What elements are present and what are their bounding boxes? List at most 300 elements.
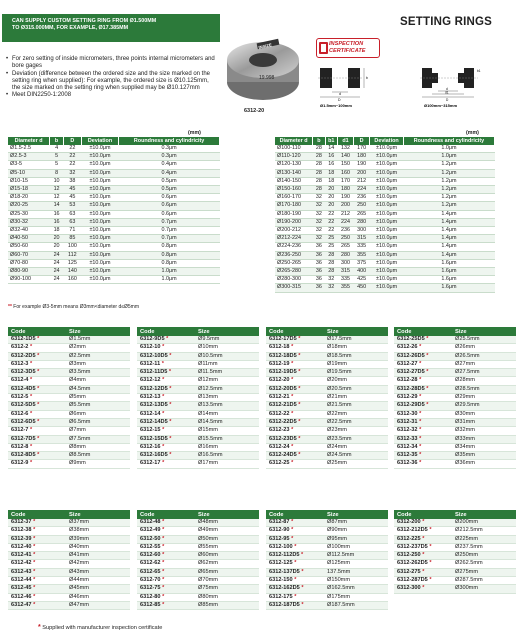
spec-cell: 0.8μm [119,259,220,267]
product-code [266,535,324,543]
ring-size: Ø10.5mm [195,352,259,360]
product-code [137,568,195,576]
spec-cell: ±10.0μm [81,243,118,251]
code-row [137,336,259,344]
code-row [266,552,388,560]
spec-cell: Ø130-140 [275,169,313,177]
spec-cell: Ø18-20 [8,194,50,202]
spec-cell: 180 [337,186,353,194]
code-row [266,418,388,426]
spec-cell: ±10.0μm [370,235,404,243]
certificate-star: * [160,443,165,450]
product-code [394,543,452,551]
code-row [137,443,259,451]
certificate-star: * [292,577,297,584]
certificate-star: * [424,352,429,359]
spec-cell: 38 [63,177,81,185]
label-d1: d1 [445,90,449,95]
product-code [8,460,66,468]
ring-size: Ø237.5mm [452,543,516,551]
ring-size: Ø300mm [452,585,516,593]
code-row [266,577,388,585]
product-code-text: 6312-90 [269,527,290,534]
product-code [266,543,324,551]
product-code [8,443,66,451]
product-code-text: 6312-150 [269,577,293,584]
spec-cell: ±10.0μm [370,276,404,284]
spec-cell: ±10.0μm [81,259,118,267]
spec-cell: 14 [325,145,337,153]
ring-size: Ø23.5mm [324,435,388,443]
product-code [394,519,452,527]
ring-size: Ø45mm [66,585,130,593]
code-row [137,385,259,393]
code-row [8,377,130,385]
label-d-large: d [446,87,448,91]
spec-cell: 53 [63,202,81,210]
spec-cell: 265 [354,210,370,218]
product-code-text: 6312-11 [140,360,161,367]
code-row [137,360,259,368]
ring-size: Ø4mm [66,377,130,385]
spec-cell: 45 [63,194,81,202]
ring-size: Ø8.5mm [66,452,130,460]
code-row [394,410,516,418]
certificate-star: * [160,560,165,567]
spec-cell: 36 [313,276,325,284]
certificate-star: * [417,360,422,367]
ring-size: Ø287.5mm [452,577,516,585]
spec-cell: 5 [50,153,64,161]
spec-row [8,235,220,243]
product-code [8,577,66,585]
spec-cell: 20 [325,194,337,202]
spec-cell: 125 [63,259,81,267]
product-code-text: 6312-26 [397,344,418,351]
ring-size: Ø212.5mm [452,527,516,535]
spec-cell: 250 [354,202,370,210]
ring-size: Ø90mm [324,527,388,535]
certificate-star: * [289,377,294,384]
label-b: b [366,76,368,80]
certificate-star: * [292,593,297,600]
certificate-star: * [289,344,294,351]
certificate-star: * [420,519,425,525]
code-row [266,369,388,377]
code-row [137,435,259,443]
certificate-star: * [289,427,294,434]
code-row [266,394,388,402]
spec-row [275,227,495,235]
product-code [8,377,66,385]
spec-cell: 8 [50,169,64,177]
spec-cell: 180 [354,153,370,161]
code-row [266,585,388,593]
spec-row [8,177,220,185]
spec-cell: 28 [325,268,337,276]
code-row [266,452,388,460]
spec-header-cell: Roundness and cylindricity [119,137,220,145]
product-code-text: 6312-39 [11,535,32,542]
product-code-text: 6312-125 [269,560,293,567]
spec-cell: 32 [313,218,325,226]
product-code [137,527,195,535]
product-code-text: 6312-212D5 [397,527,428,534]
spec-cell: 1.2μm [403,161,494,169]
ring-size: Ø12mm [195,377,259,385]
product-code-text: 6312-41 [11,552,32,559]
product-code-text: 6312-62 [140,560,161,567]
spec-cell: 16 [325,153,337,161]
product-code-text: 6312-25 [269,460,290,467]
ring-size: Ø200mm [452,519,516,527]
ring-size: Ø1.5mm [66,336,130,344]
ring-size: Ø49mm [195,527,259,535]
code-row [137,585,259,593]
certificate-star: * [296,369,301,376]
code-row [137,552,259,560]
spec-cell: 63 [63,218,81,226]
spec-row [8,227,220,235]
spec-cell: 28 [325,251,337,259]
code-row [137,568,259,576]
certificate-star: * [417,394,422,401]
code-row [394,519,516,527]
ring-size: Ø15.5mm [195,435,259,443]
ring-size: Ø27mm [452,360,516,368]
ring-size: Ø25mm [324,460,388,468]
code-column-header: Code [137,510,195,519]
certificate-star: * [160,593,165,600]
spec-cell: Ø150-160 [275,186,313,194]
code-row [8,336,130,344]
spec-cell: ±10.0μm [370,218,404,226]
spec-cell: 1.6μm [403,284,494,292]
spec-cell: 375 [354,259,370,267]
ring-size: Ø62mm [195,560,259,568]
spec-row [8,276,220,284]
product-code [137,577,195,585]
certificate-star: * [35,435,40,442]
certificate-star: * [35,352,40,359]
spec-cell: 212 [354,177,370,185]
ring-size: Ø42mm [66,560,130,568]
spec-cell: 0.8μm [119,243,220,251]
product-code [137,360,195,368]
spec-cell: 0.7μm [119,227,220,235]
ring-size: Ø41mm [66,552,130,560]
certificate-star: * [28,344,33,351]
spec-cell: 36 [313,284,325,292]
code-row [394,418,516,426]
label-D: D [338,98,341,102]
spec-row [8,186,220,194]
certificate-star: * [296,452,301,459]
product-code [8,427,66,435]
spec-cell: 170 [354,145,370,153]
code-row [8,452,130,460]
certificate-star: * [160,394,165,401]
product-code [8,336,66,344]
ring-size: Ø275mm [452,568,516,576]
certificate-star: * [417,344,422,351]
ring-size: Ø28mm [452,377,516,385]
certificate-star: * [160,427,165,434]
spec-cell: 0.5μm [119,177,220,185]
code-row [394,585,516,593]
product-code-text: 6312-18 [269,344,290,351]
product-code [8,601,66,609]
code-row [266,336,388,344]
certificate-star: * [31,568,36,575]
ring-size: Ø75mm [195,585,259,593]
spec-row [8,218,220,226]
certificate-star: * [35,336,40,342]
spec-cell: 28 [313,169,325,177]
ring-size: Ø60mm [195,552,259,560]
code-row [394,535,516,543]
code-table-header [137,510,259,519]
certificate-star: * [417,418,422,425]
spec-cell: ±10.0μm [81,210,118,218]
spec-cell: 20 [50,235,64,243]
spec-cell: 32 [313,235,325,243]
code-row [266,601,388,609]
certificate-star: * [31,601,36,608]
code-row [394,552,516,560]
product-code-text: 6312-50 [140,535,161,542]
spec-cell: Ø180-190 [275,210,313,218]
spec-cell: Ø1.5-2.5 [8,145,50,153]
ring-size: Ø18.5mm [324,352,388,360]
code-table-header [266,510,388,519]
spec-cell: ±10.0μm [370,268,404,276]
product-code [8,535,66,543]
spec-row [275,210,495,218]
spec-header-cell: d1 [337,137,353,145]
footnote [38,624,162,631]
certificate-star: * [417,435,422,442]
product-code [266,443,324,451]
spec-cell: Ø160-170 [275,194,313,202]
spec-cell: Ø2.5-3 [8,153,50,161]
ring-size: Ø150mm [324,577,388,585]
product-code-text: 6312-36 [397,460,418,467]
code-row [8,601,130,609]
product-code-text: 6312-9D5 [140,336,165,342]
product-code [137,377,195,385]
product-code [137,402,195,410]
code-row [8,385,130,393]
spec-cell: ±10.0μm [370,153,404,161]
product-code [266,344,324,352]
product-code-text: 6312-23 [269,427,290,434]
product-code [266,601,324,609]
product-code-text: 6312-37 [11,519,32,525]
product-code-text: 6312-16 [140,443,161,450]
certificate-star: * [31,560,36,567]
product-code-text: 6312-80 [140,593,161,600]
certificate-star: * [424,336,429,342]
product-code [266,410,324,418]
certificate-star: * [420,585,425,592]
certificate-star: * [167,369,172,376]
spec-cell: 190 [354,161,370,169]
code-row [266,568,388,576]
spec-table-large [275,137,495,293]
code-row [137,601,259,609]
spec-cell: 20 [50,243,64,251]
product-code [8,402,66,410]
code-row [266,427,388,435]
product-code [266,593,324,601]
certificate-star: * [35,452,40,459]
spec-cell: Ø5-10 [8,169,50,177]
product-code-text: 6312-100 [269,543,293,550]
product-code-text: 6312-262D5 [397,560,428,567]
spec-cell: 200 [354,169,370,177]
spec-cell: 1.4μm [403,251,494,259]
spec-cell: 18 [325,177,337,185]
spec-cell: 32 [325,276,337,284]
product-code [266,577,324,585]
code-row [137,560,259,568]
ring-size: Ø65mm [195,568,259,576]
promo-banner [2,14,220,42]
product-code-text: 6312-20D5 [269,385,297,392]
product-code [137,394,195,402]
certificate-star: * [417,452,422,459]
spec-cell: ±10.0μm [81,194,118,202]
code-column-header: Code [8,510,66,519]
footnote-text: Supplied with manufacturer inspection certificate [42,625,163,631]
spec-cell: Ø60-70 [8,251,50,259]
spec-cell: 1.4μm [403,243,494,251]
spec-cell: 224 [354,186,370,194]
ring-brand-label: INSIZE [258,42,273,50]
spec-cell: 190 [337,194,353,202]
ring-size: Ø39mm [66,535,130,543]
product-code [137,410,195,418]
spec-cell: 140 [63,268,81,276]
code-table-header [266,327,388,336]
product-code-text: 6312-4 [11,377,29,384]
certificate-star: * [31,535,36,542]
certificate-star: * [296,402,301,409]
ring-size: Ø14.5mm [195,418,259,426]
certificate-star: * [420,535,425,542]
product-code [137,418,195,426]
ring-size: Ø9mm [66,460,130,468]
spec-cell: 112 [63,251,81,259]
spec-cell: ±10.0μm [370,251,404,259]
certificate-star: * [417,427,422,434]
product-code-text: 6312-137D5 [269,568,300,575]
code-row [394,352,516,360]
ring-size: Ø14mm [195,410,259,418]
spec-cell: 32 [325,284,337,292]
product-code-text: 6312-27 [397,360,418,367]
certificate-star: * [28,360,33,367]
spec-cell: 200 [337,202,353,210]
certificate-star: * [289,527,294,534]
ring-size: Ø20mm [324,377,388,385]
spec-cell: Ø224-236 [275,243,313,251]
spec-cell: ±10.0μm [81,227,118,235]
spec-cell: 71 [63,227,81,235]
product-code-text: 6312-175 [269,593,293,600]
feature-item: • Meet DIN2250-1:2008 [6,92,218,99]
spec-row [8,268,220,276]
spec-cell: 24 [50,259,64,267]
spec-row [275,169,495,177]
spec-cell: ±10.0μm [370,169,404,177]
ring-size: Ø36mm [452,460,516,468]
product-code-text: 6312-6D5 [11,418,36,425]
spec-cell: 16 [325,161,337,169]
code-row [137,527,259,535]
spec-cell: 63 [63,210,81,218]
ring-size: Ø85mm [195,601,259,609]
code-size-table [137,510,259,610]
product-code [8,552,66,560]
spec-cell: 0.7μm [119,235,220,243]
spec-row [275,259,495,267]
spec-cell: ±10.0μm [81,276,118,284]
code-row [394,369,516,377]
code-row [8,527,130,535]
spec-cell: 1.0μm [119,276,220,284]
ring-size: Ø21mm [324,394,388,402]
product-code [394,427,452,435]
spec-row [275,218,495,226]
certificate-star: * [167,418,172,425]
certificate-star: * [424,385,429,392]
product-code [8,452,66,460]
code-row [137,593,259,601]
ring-size: Ø19.5mm [324,369,388,377]
spec-cell: 400 [354,268,370,276]
certificate-star: * [417,443,422,450]
spec-row [275,276,495,284]
code-row [266,443,388,451]
product-code-text: 6312-65 [140,568,161,575]
product-code-text: 6312-162D5 [269,585,300,592]
code-row [8,402,130,410]
product-code [8,369,66,377]
code-column-header: Code [266,327,324,336]
spec-cell: Ø140-150 [275,177,313,185]
product-code [266,460,324,468]
product-code-text: 6312-19D5 [269,369,297,376]
product-code [266,394,324,402]
ring-size: Ø11mm [195,360,259,368]
certificate-star: * [160,519,165,525]
spec-cell: 160 [337,169,353,177]
ring-size: Ø32mm [452,427,516,435]
spec-cell: 18 [325,169,337,177]
spec-cell: 150 [337,161,353,169]
product-code [137,585,195,593]
product-code-text: 6312-34 [397,443,418,450]
product-code [137,385,195,393]
ring-size: Ø40mm [66,543,130,551]
size-column-header: Size [66,327,130,336]
spec-cell: 1.4μm [403,227,494,235]
spec-cell: 0.7μm [119,218,220,226]
code-row [8,394,130,402]
size-column-header: Size [66,510,130,519]
